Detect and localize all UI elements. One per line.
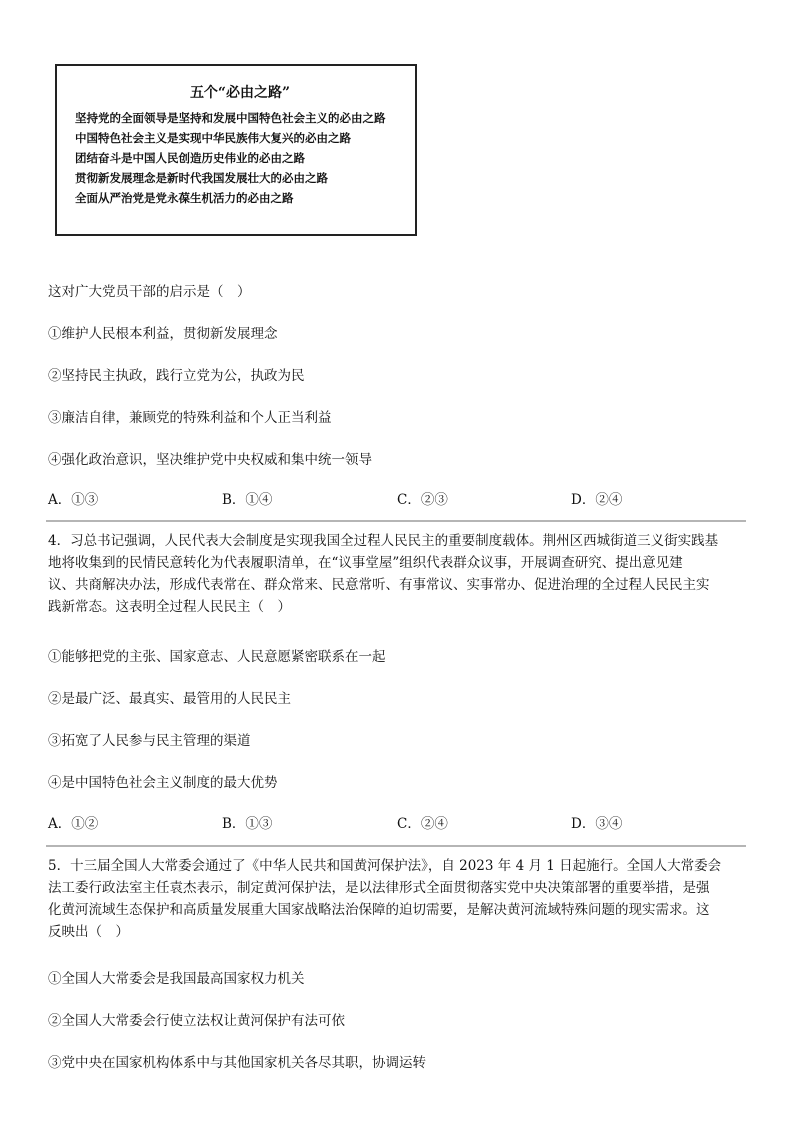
q4-item: ④是中国特色社会主义制度的最大优势 [48,775,278,791]
q5-stem-line: 化黄河流域生态保护和高质量发展重大国家战略法治保障的迫切需要，是解决黄河流域特殊问题的现实需求。这 [48,902,710,918]
q3-option-a[interactable]: A．①③ [48,492,99,508]
q4-stem-line: 4．习总书记强调，人民代表大会制度是实现我国全过程人民民主的重要制度载体。荆州区西城街道三义街实践基 [48,533,719,549]
material-line: 坚持党的全面领导是坚持和发展中国特色社会主义的必由之路 [75,111,386,125]
q3-stem: 这对广大党员干部的启示是（ ） [48,284,251,300]
q3-option-c[interactable]: C．②③ [397,492,448,508]
q3-item: ④强化政治意识，坚决维护党中央权威和集中统一领导 [48,452,372,468]
q5-stem-line: 反映出（ ） [48,924,129,940]
q5-stem-line: 5．十三届全国人大常委会通过了《中华人民共和国黄河保护法》，自 2023 年 4 月 1 日起施行。全国人大常委会 [48,858,722,874]
q3-option-b[interactable]: B．①④ [222,492,273,508]
q4-option-d[interactable]: D．③④ [571,816,623,832]
q4-option-a[interactable]: A．①② [48,816,99,832]
q4-stem-line: 践新常态。这表明全过程人民民主（ ） [48,599,291,615]
material-box [55,64,417,236]
q4-item: ①能够把党的主张、国家意志、人民意愿紧密联系在一起 [48,649,386,665]
q3-item: ②坚持民主执政，践行立党为公，执政为民 [48,368,305,384]
q4-item: ③拓宽了人民参与民主管理的渠道 [48,733,251,749]
material-line: 贯彻新发展理念是新时代我国发展壮大的必由之路 [75,171,328,185]
q3-item: ③廉洁自律，兼顾党的特殊利益和个人正当利益 [48,410,332,426]
q4-option-c[interactable]: C．②④ [397,816,448,832]
q4-stem [48,530,748,618]
q4-stem-line: 地将收集到的民情民意转化为代表履职清单，在“议事堂屋”组织代表群众议事，开展调查研究、提出意见建 [48,555,683,571]
q5-stem [48,855,748,943]
q4-stem-line: 议、共商解决办法，形成代表常在、群众常来、民意常听、有事常议、实事常办、促进治理的全过程人民民主实 [48,577,710,593]
q5-stem-line: 法工委行政法室主任袁杰表示，制定黄河保护法，是以法律形式全面贯彻落实党中央决策部署的重要举措，是强 [48,880,710,896]
question-divider [46,520,746,522]
q3-option-d[interactable]: D．②④ [571,492,623,508]
q4-option-b[interactable]: B．①③ [222,816,273,832]
question-divider [46,845,746,847]
q5-item: ①全国人大常委会是我国最高国家权力机关 [48,971,305,987]
q3-item: ①维护人民根本利益，贯彻新发展理念 [48,326,278,342]
material-line: 中国特色社会主义是实现中华民族伟大复兴的必由之路 [75,131,351,145]
material-box-title: 五个“必由之路” [189,85,291,101]
q5-item: ②全国人大常委会行使立法权让黄河保护有法可依 [48,1013,345,1029]
material-line: 团结奋斗是中国人民创造历史伟业的必由之路 [75,151,305,165]
q5-item: ③党中央在国家机构体系中与其他国家机关各尽其职，协调运转 [48,1055,426,1071]
material-line: 全面从严治党是党永葆生机活力的必由之路 [75,191,294,205]
q4-item: ②是最广泛、最真实、最管用的人民民主 [48,691,291,707]
